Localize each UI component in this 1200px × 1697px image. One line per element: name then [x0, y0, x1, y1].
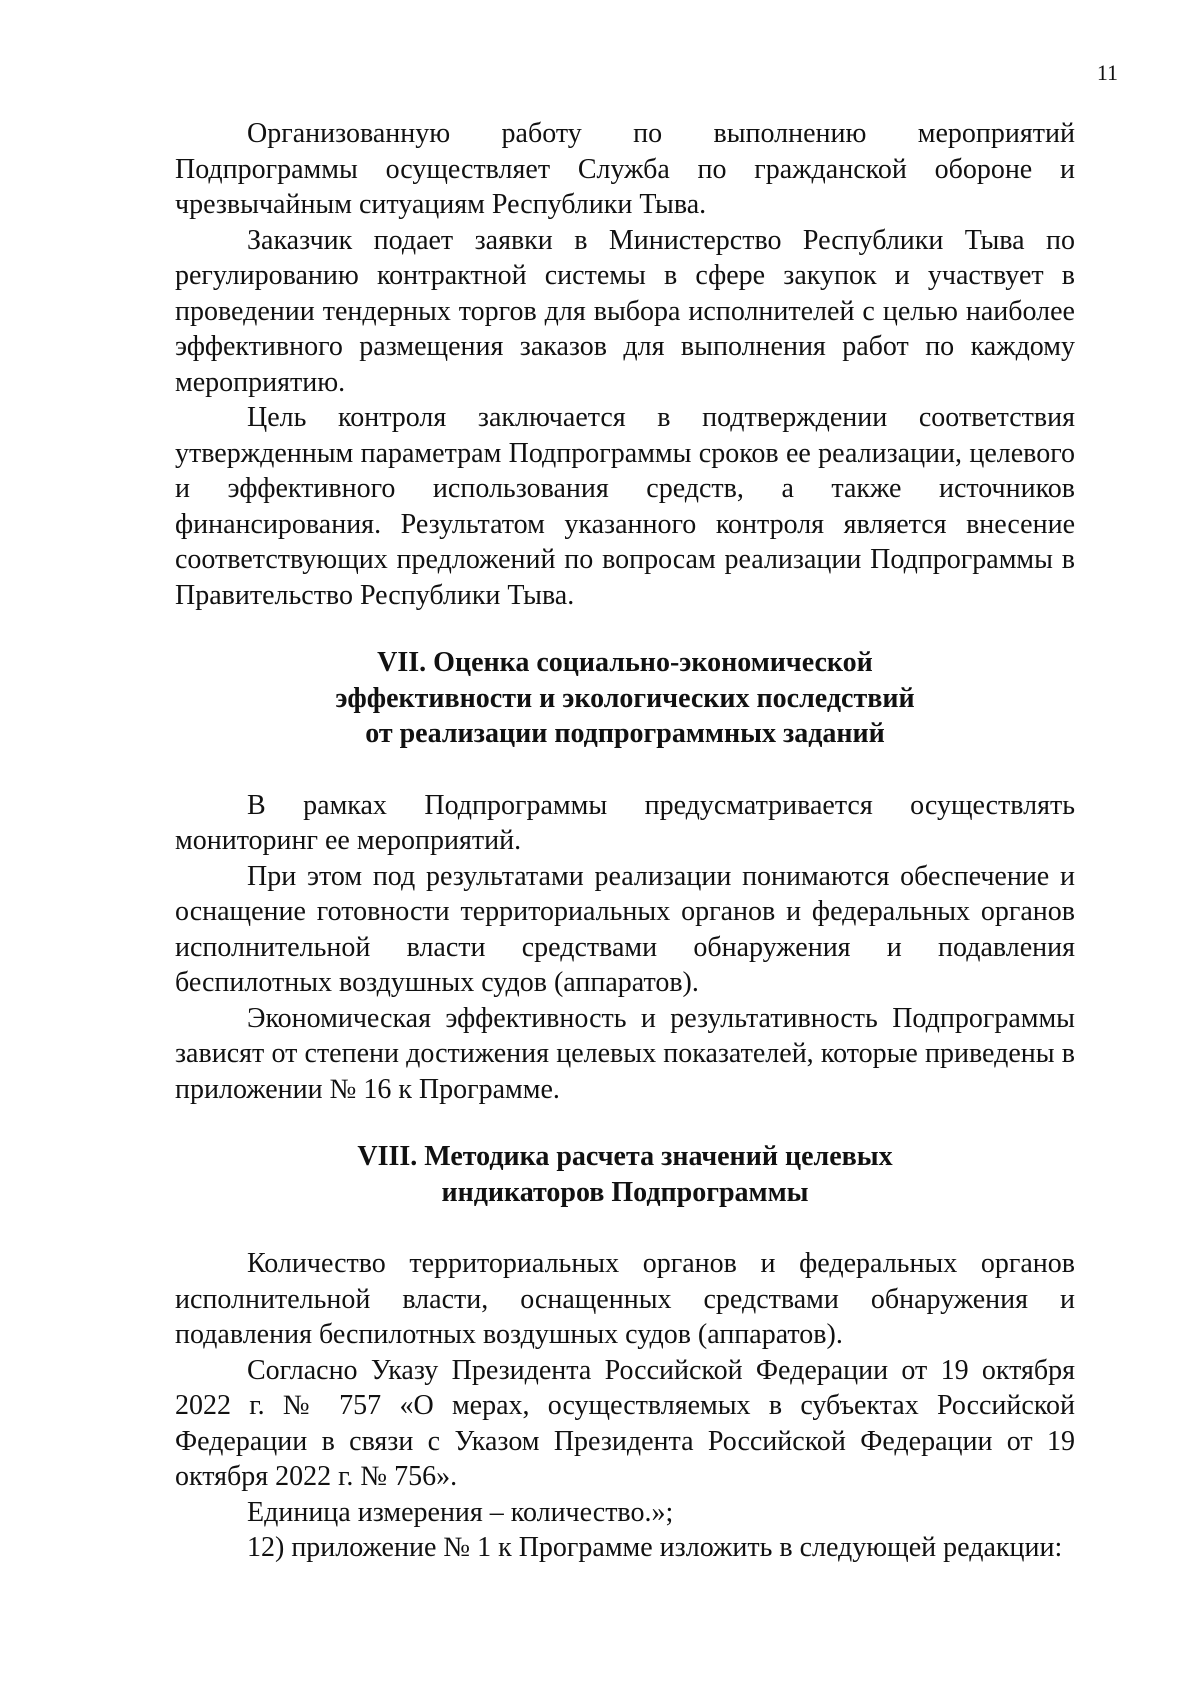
section-7-heading-line: эффективности и экологических последствий — [335, 682, 915, 714]
spacer — [175, 1210, 1075, 1246]
spacer — [175, 752, 1075, 788]
paragraph-organization: Организованную работу по выполнению мероприятий Подпрограммы осуществляет Служба по гражданской обороне и чрезвычайным ситуациям Республики Тыва. — [175, 118, 1075, 220]
paragraph-appendix: 12) приложение № 1 к Программе изложить в следующей редакции: — [247, 1532, 1063, 1563]
section-7-heading-line: от реализации подпрограммных заданий — [365, 718, 885, 749]
spacer — [175, 1107, 1075, 1139]
section-7-heading-line: VII. Оценка социально-экономической — [377, 647, 873, 678]
paragraph-decree: Согласно Указу Президента Российской Федерации от 19 октября 2022 г. № 757 «О мерах, осуществляемых в субъектах Российской Федерации в связи с Указом Президента Российской Федерации от 19 октября 2022 г. № 756». — [175, 1354, 1075, 1492]
spacer — [175, 613, 1075, 645]
document-body — [175, 116, 1075, 1566]
section-8-heading-line: индикаторов Подпрограммы — [441, 1176, 809, 1208]
paragraph-control: Цель контроля заключается в подтверждении соответствия утвержденным параметрам Подпрограммы сроков ее реализации, целевого и эффективного использования средств, а также источников финансирования. Результатом указанного контроля является внесение соответствующих предложений по вопросам реализации Подпрограммы в Правительство Республики Тыва. — [175, 402, 1075, 611]
paragraph-unit: Единица измерения – количество.»; — [247, 1496, 674, 1528]
paragraph-efficiency: Экономическая эффективность и результативность Подпрограммы зависят от степени достижения целевых показателей, которые приведены в приложении № 16 к Программе. — [175, 1002, 1075, 1105]
section-8-heading-line: VIII. Методика расчета значений целевых — [357, 1141, 893, 1172]
paragraph-customer: Заказчик подает заявки в Министерство Республики Тыва по регулированию контрактной системы в сфере закупок и участвует в проведении тендерных торгов для выбора исполнителей с целью наиболее эффективного размещения заказов для выполнения работ по каждому мероприятию. — [175, 224, 1075, 398]
paragraph-indicator: Количество территориальных органов и федеральных органов исполнительной власти, оснащенных средствами обнаружения и подавления беспилотных воздушных судов (аппаратов). — [175, 1248, 1075, 1350]
paragraph-results: При этом под результатами реализации понимаются обеспечение и оснащение готовности территориальных органов и федеральных органов исполнительной власти средствами обнаружения и подавления беспилотных воздушных судов (аппаратов). — [175, 860, 1075, 998]
section-8-heading — [175, 1139, 1075, 1210]
paragraph-monitoring: В рамках Подпрограммы предусматривается осуществлять мониторинг ее мероприятий. — [175, 789, 1075, 856]
section-7-heading — [175, 645, 1075, 752]
page-number: 11 — [1096, 60, 1118, 85]
